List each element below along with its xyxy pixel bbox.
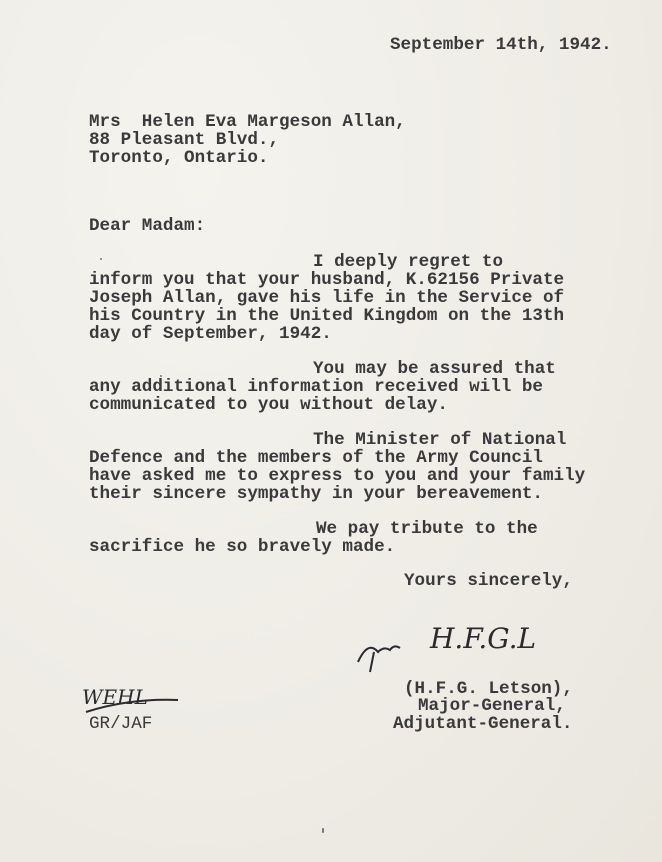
body-line: his Country in the United Kingdom on the 13th [89, 306, 565, 326]
body-line: day of September, 1942. [89, 324, 332, 344]
signatory-rank: Major-General, [418, 696, 566, 716]
body-line: Joseph Allan, gave his life in the Service of [89, 288, 565, 308]
handwritten-signature [350, 600, 550, 680]
letter-date: September 14th, 1942. [390, 35, 612, 55]
reference-initials: GR/JAF [89, 714, 153, 734]
body-line: inform you that your husband, K.62156 Private [89, 270, 565, 290]
body-line: The Minister of National [313, 430, 567, 450]
body-line: I deeply regret to [313, 252, 504, 272]
body-line: their sincere sympathy in your bereavement. [89, 484, 543, 504]
handwritten-initials [80, 676, 190, 716]
body-line: have asked me to express to you and your family [89, 466, 586, 486]
paper-speck [100, 258, 102, 260]
paper-speck [322, 828, 324, 833]
body-line: any additional information received will be [89, 377, 543, 397]
signatory-title: Adjutant-General. [393, 714, 573, 734]
recipient-city: Toronto, Ontario. [89, 148, 269, 168]
body-line: You may be assured that [313, 359, 556, 379]
svg-text:WEHL: WEHL [82, 685, 148, 709]
recipient-street: 88 Pleasant Blvd., [89, 130, 280, 150]
paper-speck [160, 375, 162, 377]
body-line: communicated to you without delay. [89, 395, 448, 415]
body-line: We pay tribute to the [316, 519, 538, 539]
salutation: Dear Madam: [89, 216, 206, 236]
signatory-name: (H.F.G. Letson), [404, 679, 573, 699]
svg-text:H.F.G.L: H.F.G.L [430, 622, 537, 655]
body-line: Defence and the members of the Army Council [89, 448, 543, 468]
recipient-name: Mrs Helen Eva Margeson Allan, [89, 112, 406, 132]
closing: Yours sincerely, [404, 571, 573, 591]
body-line: sacrifice he so bravely made. [89, 537, 396, 557]
